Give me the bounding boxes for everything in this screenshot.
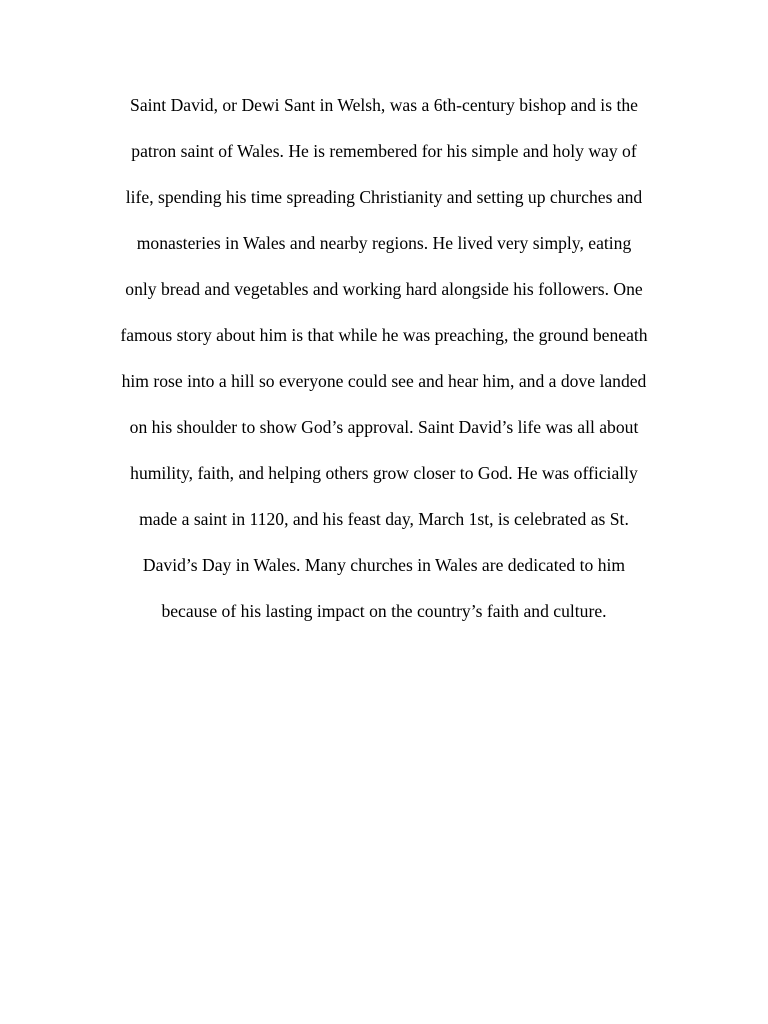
paragraph-line: patron saint of Wales. He is remembered for his simple and holy way of — [131, 141, 637, 161]
paragraph-line: famous story about him is that while he was preaching, the ground beneath — [120, 325, 648, 345]
paragraph-line: on his shoulder to show God’s approval. Saint David’s life was all about — [129, 417, 639, 437]
paragraph-line: because of his lasting impact on the country’s faith and culture. — [161, 601, 607, 621]
paragraph-line: David’s Day in Wales. Many churches in Wales are dedicated to him — [142, 555, 626, 575]
paragraph-line: Saint David, or Dewi Sant in Welsh, was a 6th-century bishop and is the — [130, 95, 638, 115]
paragraph-line: humility, faith, and helping others grow closer to God. He was officially — [130, 463, 638, 483]
body-paragraph — [80, 89, 688, 641]
paragraph-line: life, spending his time spreading Christianity and setting up churches and — [125, 187, 643, 207]
paragraph-line: monasteries in Wales and nearby regions. He lived very simply, eating — [136, 233, 632, 253]
paragraph-line: only bread and vegetables and working hard alongside his followers. One — [125, 279, 643, 299]
paragraph-line: him rose into a hill so everyone could see and hear him, and a dove landed — [121, 371, 647, 391]
paragraph-line: made a saint in 1120, and his feast day, March 1st, is celebrated as St. — [139, 509, 629, 529]
